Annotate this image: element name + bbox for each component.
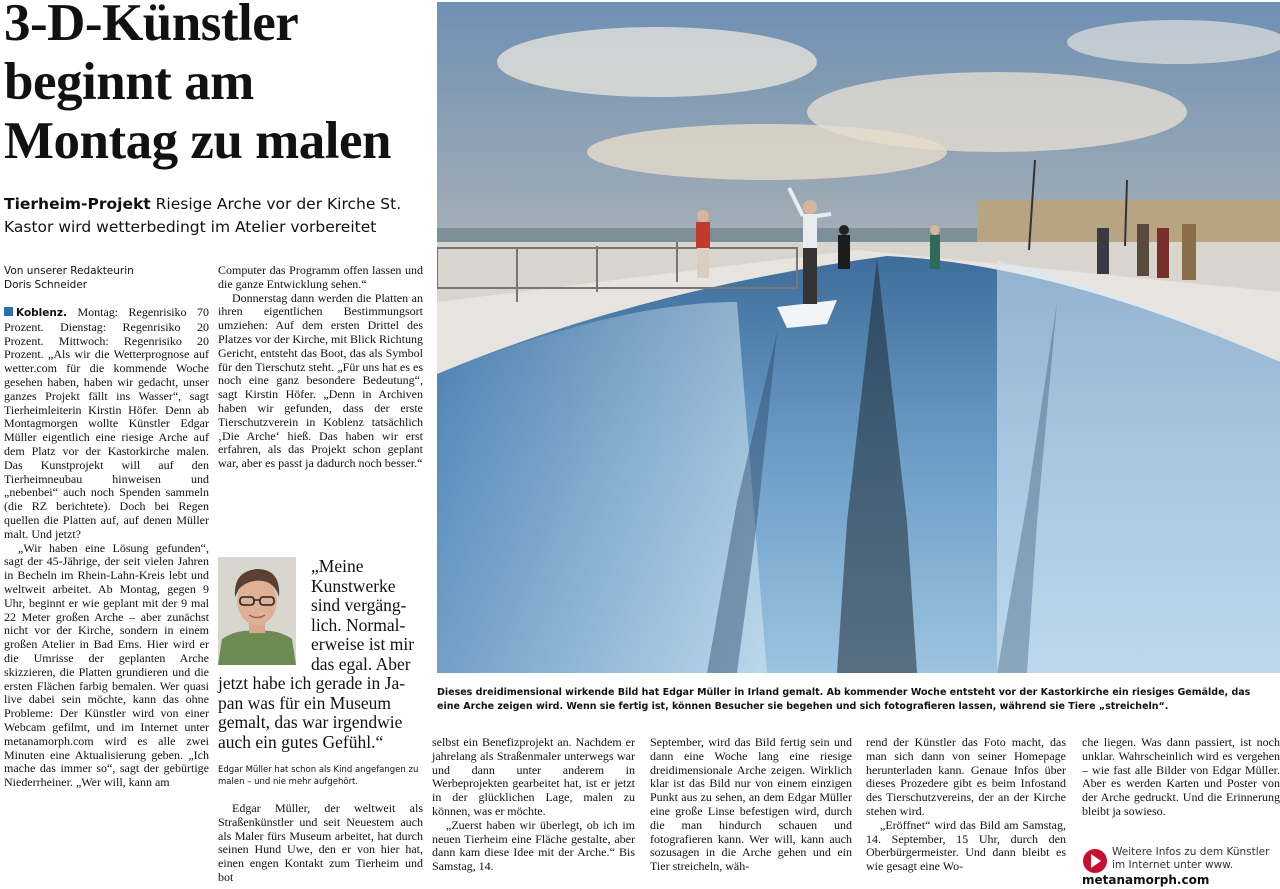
quote-line: gemalt, das war irgendwie (218, 712, 403, 732)
article-column-5 (866, 736, 1066, 874)
quote-line: jetzt habe ich gerade in Ja- (218, 673, 406, 693)
dateline: Koblenz. (16, 307, 67, 319)
main-photo-caption: Dieses dreidimensional wirkende Bild hat Edgar Müller in Irland gemalt. Ab kommender Woche entsteht vor der Kastorkirche ein riesiges Gemälde, das eine Arche zeigen wird. Wenn sie fertig ist, können Besucher sie begehen und sich fotografieren lassen, während sie Tiere „streicheln“. (437, 687, 1251, 712)
article-column-6 (1082, 736, 1280, 819)
website-link[interactable]: metanamorph.com (1082, 873, 1210, 887)
quote-line: erweise ist mir (311, 634, 415, 654)
subhead-text: Riesige Arche vor der Kirche St. Kastor wird wetterbedingt im Atelier vorbereitet (4, 195, 402, 236)
portrait-caption: Edgar Müller hat schon als Kind angefangen zu malen – und nie mehr aufgehört. (218, 765, 419, 787)
paragraph: Edgar Müller, der weltweit als Straßenkünstler und seit Neuestem auch als Maler fürs Museum arbeitet, hat durch seinen Hund Uwe, den er von hier hat, einen engen Kontakt zum Tierheim und bot (218, 801, 423, 884)
quote-line: sind vergäng- (311, 595, 407, 615)
quote-line: „Meine (311, 556, 364, 576)
byline-author: Doris Schneider (4, 279, 88, 291)
paragraph: „Wir haben eine Lösung gefunden“, sagt der 45-Jährige, der seit vielen Jahren in Becheln im Rhein-Lahn-Kreis lebt und weltweit arbeitet. Ab Montag, gegen 9 Uhr, beginnt er wie geplant mit der 9 mal 22 Meter großen Arche – aber zunächst nicht vor der Kirche, sondern in einem großen Atelier in Bad Ems. Hier wird er die Umrisse der geplanten Arche skizzieren, die Platten grundieren und die ersten Flächen farbig bemalen. Wer quasi live dabei sein möchte, kann das ohne Probleme: Der Künstler wird von einer Webcam gefilmt, und im Internet unter metanamorph.com wird es alle zwei Minuten eine Aktualisierung geben. „Ich mache das immer so“, sagt der gebürtige Niederrheiner. „Wer will, kann am (4, 540, 209, 790)
quote-line: auch ein gutes Gefühl.“ (218, 731, 384, 752)
paragraph: rend der Künstler das Foto macht, das man sich dann von seiner Homepage herunterladen kann. Genaue Infos über dieses Prozedere gibt es beim Infostand des Tierschutzvereins, der an der Kirche stehen wird. (866, 735, 1066, 818)
article-column-1 (4, 306, 209, 790)
quote-line: lich. Normal- (311, 614, 406, 635)
subheadline (4, 193, 429, 239)
paragraph: „Eröffnet“ wird das Bild am Samstag, 14. September, 15 Uhr, durch den Oberbürgermeister. Und dann bleibt es wie gesagt eine Wo- (866, 817, 1066, 874)
lead-text: Montag: Regenrisiko 70 Prozent. Dienstag: Regenrisiko 20 Prozent. Mittwoch: Regenrisiko 20 Prozent. „Als wir die Wetterprognose auf wetter.com für die kommende Woche gesehen haben, haben wir gedacht, unser ganzes Projekt fällt ins Wasser“, sagt Tierheimleiterin Kirstin Höfer. Denn ab Montagmorgen wollte Künstler Edgar Müller eigentlich eine riesige Arche auf dem Platz vor der Kastorkirche malen. Das Kunstprojekt will auf den Tierheimneubau hinweisen und „nebenbei“ auch noch Spenden sammeln (die RZ berichtete). Doch bei Regen quellen die Platten auf, auf denen Müller malt. Und jetzt? (4, 305, 209, 541)
street-art-photo (437, 2, 1280, 673)
article-column-2 (218, 264, 423, 471)
article-column-2-bottom (218, 802, 423, 885)
pull-quote-top (311, 557, 426, 674)
byline (4, 264, 209, 292)
info-text: Weitere Infos zu dem Künstler im Internet unter www. (1112, 846, 1270, 871)
headline: 3-D-Künstler beginnt am Montag zu malen (4, 0, 392, 170)
article-column-3 (432, 736, 635, 874)
portrait-photo (218, 557, 296, 665)
paragraph: Donnerstag dann werden die Platten an ihren eigentlichen Bestimmungsort umziehen: Auf dem ersten Drittel des Platzes vor der Kirche, mit Blick Richtung Gericht, entsteht das Boot, das als Symbol für den Tierschutz steht. „Für uns hat es es noch eine ganz besondere Bedeutung“, sagt Kirstin Höfer. „Denn in Archiven haben wir gefunden, dass der erste Tierschutzverein in Koblenz tatsächlich ‚Die Arche‘ hieß. Das haben wir erst erfahren, als das Projekt schon geplant war, aber es passt ja dadurch noch besser.“ (218, 290, 423, 471)
quote-line: das egal. Aber (311, 653, 411, 674)
bullet-icon (4, 307, 13, 316)
paragraph: Computer das Programm offen lassen und die ganze Entwicklung sehen.“ (218, 263, 423, 291)
main-photo (437, 2, 1280, 673)
arrow-right-icon (1082, 848, 1108, 874)
paragraph: che liegen. Was dann passiert, ist noch unklar. Wahrscheinlich wird es vergehen – wie fast alle Bilder von Edgar Müller. Aber es werden Karten und Poster von der Arche gedruckt. Und die Erinnerung bleibt ja sowieso. (1082, 735, 1280, 818)
byline-line-1: Von unserer Redakteurin (4, 265, 134, 277)
paragraph: „Zuerst haben wir überlegt, ob ich im neuen Tierheim eine Fläche gestalte, aber dann kam diese Idee mit der Arche.“ Bis Samstag, 14. (432, 817, 635, 874)
lead-paragraph (4, 306, 209, 542)
paragraph: selbst ein Benefizprojekt an. Nachdem er jahrelang als Straßenmaler unterwegs war und dann unter anderem in Werbeprojekten gearbeitet hat, ist er jetzt in der glücklichen Lage, malen zu können, was er möchte. (432, 735, 635, 818)
kicker: Tierheim-Projekt (4, 195, 151, 213)
quote-line: Kunstwerke (311, 575, 396, 596)
portrait-image (218, 557, 296, 665)
pull-quote-bottom (218, 674, 433, 752)
paragraph: September, wird das Bild fertig sein und dann eine Woche lang eine riesige dreidimensionale Arche zeigen. Wirklich klar ist das Bild nur von einem einzigen Punkt aus zu sehen, an dem Edgar Müller eine große Linse befestigen wird, durch die man hindurch schauen und fotografieren kann. Wer will, kann auch sozusagen in die Arche gehen und ein Tier streicheln, wäh- (650, 735, 852, 874)
article-column-4 (650, 736, 852, 874)
quote-line: pan was für ein Museum (218, 692, 392, 713)
